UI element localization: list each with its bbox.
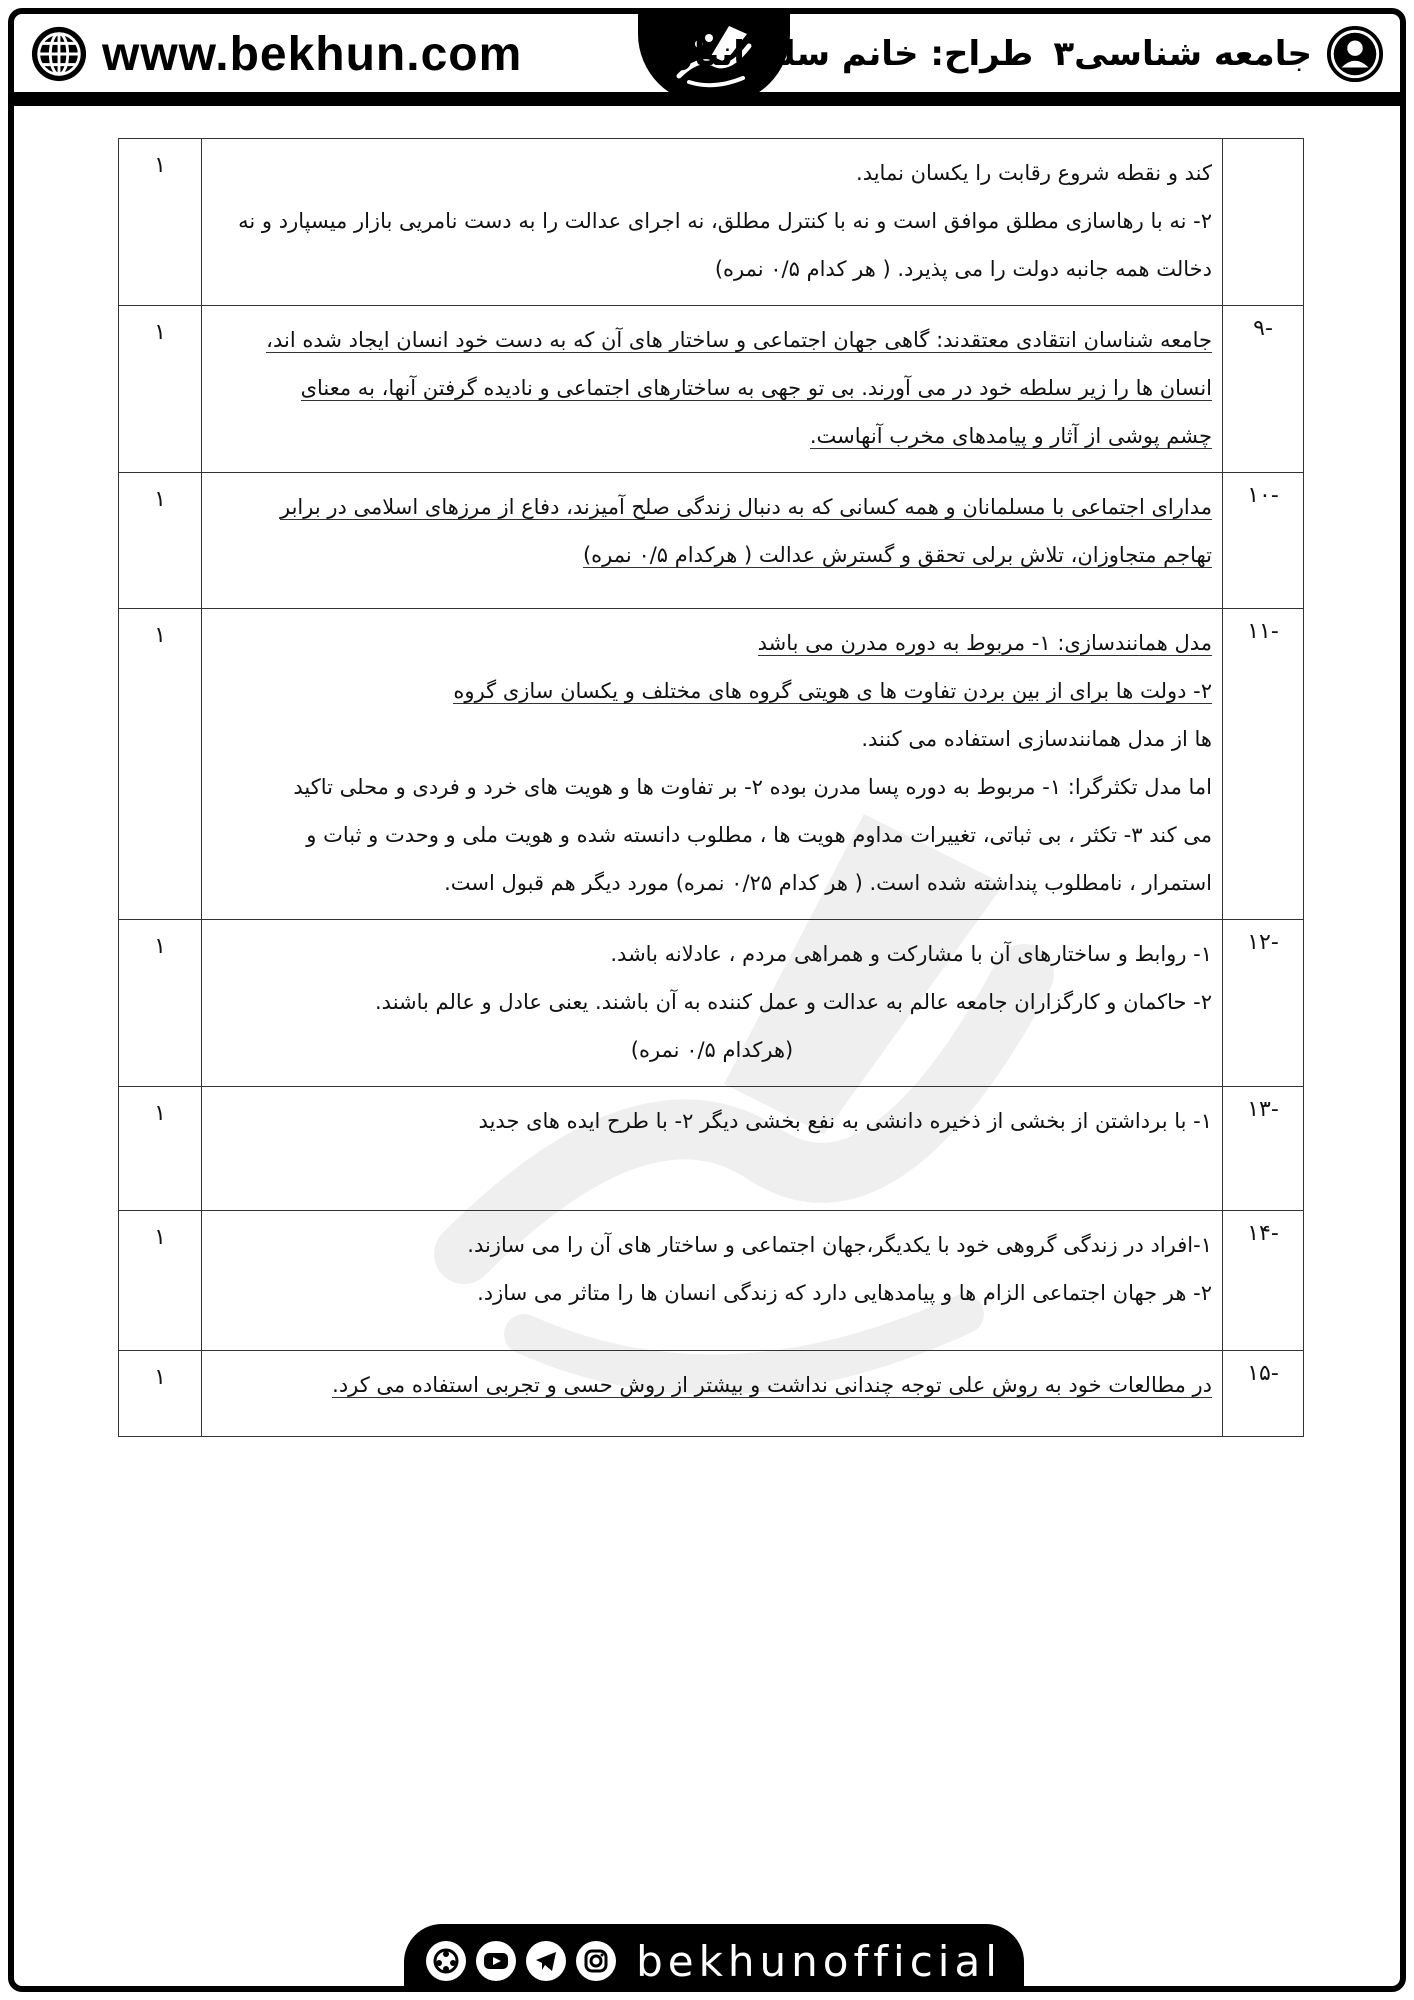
- table-row: [119, 139, 1304, 306]
- answer-line-text: انسان ها را زیر سلطه خود در می آورند. بی تو جهی به ساختارهای اجتماعی و نادیده گرفتن آنها، به معنای: [300, 376, 1212, 400]
- site-url[interactable]: www.bekhun.com: [102, 27, 523, 81]
- answer-line-text: مدارای اجتماعی با مسلمانان و همه کسانی که به دنبال زندگی صلح آمیزند، دفاع از مرزهای اسلامی در برابر: [279, 495, 1212, 519]
- answer-text: [202, 1211, 1223, 1351]
- score-cell: ۱: [119, 139, 202, 306]
- answer-line-text: ۱- با برداشتن از بخشی از ذخیره دانشی به نفع بخشی دیگر ۲- با طرح ایده های جدید: [478, 1109, 1212, 1133]
- aparat-icon[interactable]: [426, 1941, 466, 1981]
- answer-key-table: [118, 138, 1304, 1437]
- answer-line: [212, 1097, 1212, 1145]
- answer-line: [212, 619, 1212, 667]
- answer-line: [212, 978, 1212, 1026]
- answer-line: [212, 149, 1212, 197]
- answer-line-text: در مطالعات خود به روش علی توجه چندانی نداشت و بیشتر از روش حسی و تجربی استفاده می کرد.: [332, 1373, 1212, 1397]
- answer-line-text: ۱-افراد در زندگی گروهی خود با یکدیگر،جهان اجتماعی و ساختار های آن را می سازند.: [467, 1233, 1212, 1257]
- question-number: -۱۳: [1223, 1087, 1304, 1211]
- question-number: -۱۱: [1223, 609, 1304, 920]
- answer-line: [212, 483, 1212, 531]
- answer-line-text: چشم پوشی از آثار و پیامدهای مخرب آنهاست.: [809, 424, 1212, 448]
- answer-line-text: ۲- هر جهان اجتماعی الزام ها و پیامدهایی دارد که زندگی انسان ها را متاثر می سازد.: [477, 1281, 1212, 1305]
- score-cell: ۱: [119, 609, 202, 920]
- answer-text: [202, 609, 1223, 920]
- answer-line-text: ۲- حاکمان و کارگزاران جامعه عالم به عدالت و عمل کننده به آن باشند. یعنی عادل و عالم باشند.: [375, 990, 1212, 1014]
- instagram-icon[interactable]: [576, 1941, 616, 1981]
- table-row: [119, 473, 1304, 609]
- table-row: [119, 1087, 1304, 1211]
- question-number: -۱۵: [1223, 1351, 1304, 1437]
- score-cell: ۱: [119, 1211, 202, 1351]
- answer-line: [212, 1026, 1212, 1074]
- table-row: [119, 609, 1304, 920]
- answer-text: [202, 139, 1223, 306]
- answer-line-text: ۲- نه با رهاسازی مطلق موافق است و نه با کنترل مطلق، نه اجرای عدالت را به دست نامریی بازار میسپارد و نه: [238, 209, 1212, 233]
- answer-text: [202, 306, 1223, 473]
- answer-line-text: ۲- دولت ها برای از بین بردن تفاوت ها ی هویتی گروه های مختلف و یکسان سازی گروه: [453, 679, 1212, 703]
- subject-title: جامعه شناسی۳: [1053, 34, 1312, 74]
- score-cell: ۱: [119, 1351, 202, 1437]
- answer-line-text: اما مدل تکثرگرا: ۱- مربوط به دوره پسا مدرن بوده ۲- بر تفاوت ها و هویت های خرد و فردی و محلی تاکید: [293, 775, 1212, 799]
- table-row: [119, 920, 1304, 1087]
- answer-text: [202, 1087, 1223, 1211]
- answer-line-text: کند و نقطه شروع رقابت را یکسان نماید.: [856, 161, 1212, 185]
- footer-social-bar: [404, 1924, 1024, 1992]
- answer-line: [212, 531, 1212, 579]
- answer-line-text: (هرکدام ۰/۵ نمره): [630, 1038, 794, 1062]
- answer-line: [212, 197, 1212, 245]
- question-number: -۹: [1223, 306, 1304, 473]
- answer-line-text: ها از مدل همانندسازی استفاده می کنند.: [861, 727, 1212, 751]
- answer-line: [212, 811, 1212, 859]
- answer-line: [212, 1269, 1212, 1317]
- page-header: [14, 14, 1400, 98]
- youtube-icon[interactable]: [476, 1941, 516, 1981]
- globe-icon: [30, 25, 88, 83]
- answer-line: [212, 763, 1212, 811]
- answer-line: [212, 412, 1212, 460]
- designer-name: طراح: خانم سلیمانیان: [664, 34, 1034, 74]
- document-title: [665, 24, 1384, 84]
- question-number: [1223, 139, 1304, 306]
- answer-text: [202, 473, 1223, 609]
- table-row: [119, 306, 1304, 473]
- score-cell: ۱: [119, 306, 202, 473]
- social-handle[interactable]: bekhunofficial: [636, 1936, 1002, 1986]
- question-number: -۱۰: [1223, 473, 1304, 609]
- answer-line-text: ۱- روابط و ساختارهای آن با مشارکت و همراهی مردم ، عادلانه باشد.: [610, 942, 1212, 966]
- header-divider: [14, 92, 1400, 106]
- answer-line: [212, 364, 1212, 412]
- answer-line-text: استمرار ، نامطلوب پنداشته شده است. ( هر کدام ۰/۲۵ نمره) مورد دیگر هم قبول است.: [444, 871, 1212, 895]
- telegram-icon[interactable]: [526, 1941, 566, 1981]
- answer-line: [212, 1361, 1212, 1409]
- answer-line: [212, 859, 1212, 907]
- answer-line: [212, 715, 1212, 763]
- answer-line: [212, 667, 1212, 715]
- question-number: -۱۴: [1223, 1211, 1304, 1351]
- score-cell: ۱: [119, 473, 202, 609]
- answer-line: [212, 245, 1212, 293]
- site-link[interactable]: [30, 24, 522, 84]
- table-row: [119, 1211, 1304, 1351]
- user-circle-icon: [1326, 25, 1384, 83]
- answer-line-text: مدل همانندسازی: ۱- مربوط به دوره مدرن می باشد: [757, 631, 1212, 655]
- table-row: [119, 1351, 1304, 1437]
- score-cell: ۱: [119, 920, 202, 1087]
- answer-line-text: جامعه شناسان انتقادی معتقدند: گاهی جهان اجتماعی و ساختار های آن که به دست خود انسان ایجاد شده اند،: [266, 328, 1212, 352]
- score-cell: ۱: [119, 1087, 202, 1211]
- answer-line: [212, 930, 1212, 978]
- answer-line-text: می کند ۳- تکثر ، بی ثباتی، تغییرات مداوم هویت ها ، مطلوب دانسته شده و هویت ملی و وحدت و ثبات و: [306, 823, 1212, 847]
- page-frame: [8, 8, 1406, 1992]
- answer-line-text: دخالت همه جانبه دولت را می پذیرد. ( هر کدام ۰/۵ نمره): [714, 257, 1212, 281]
- answer-text: [202, 920, 1223, 1087]
- answer-line-text: تهاجم متجاوزان، تلاش برلی تحقق و گسترش عدالت ( هرکدام ۰/۵ نمره): [582, 543, 1212, 567]
- answer-line: [212, 316, 1212, 364]
- answer-text: [202, 1351, 1223, 1437]
- answer-line: [212, 1221, 1212, 1269]
- question-number: -۱۲: [1223, 920, 1304, 1087]
